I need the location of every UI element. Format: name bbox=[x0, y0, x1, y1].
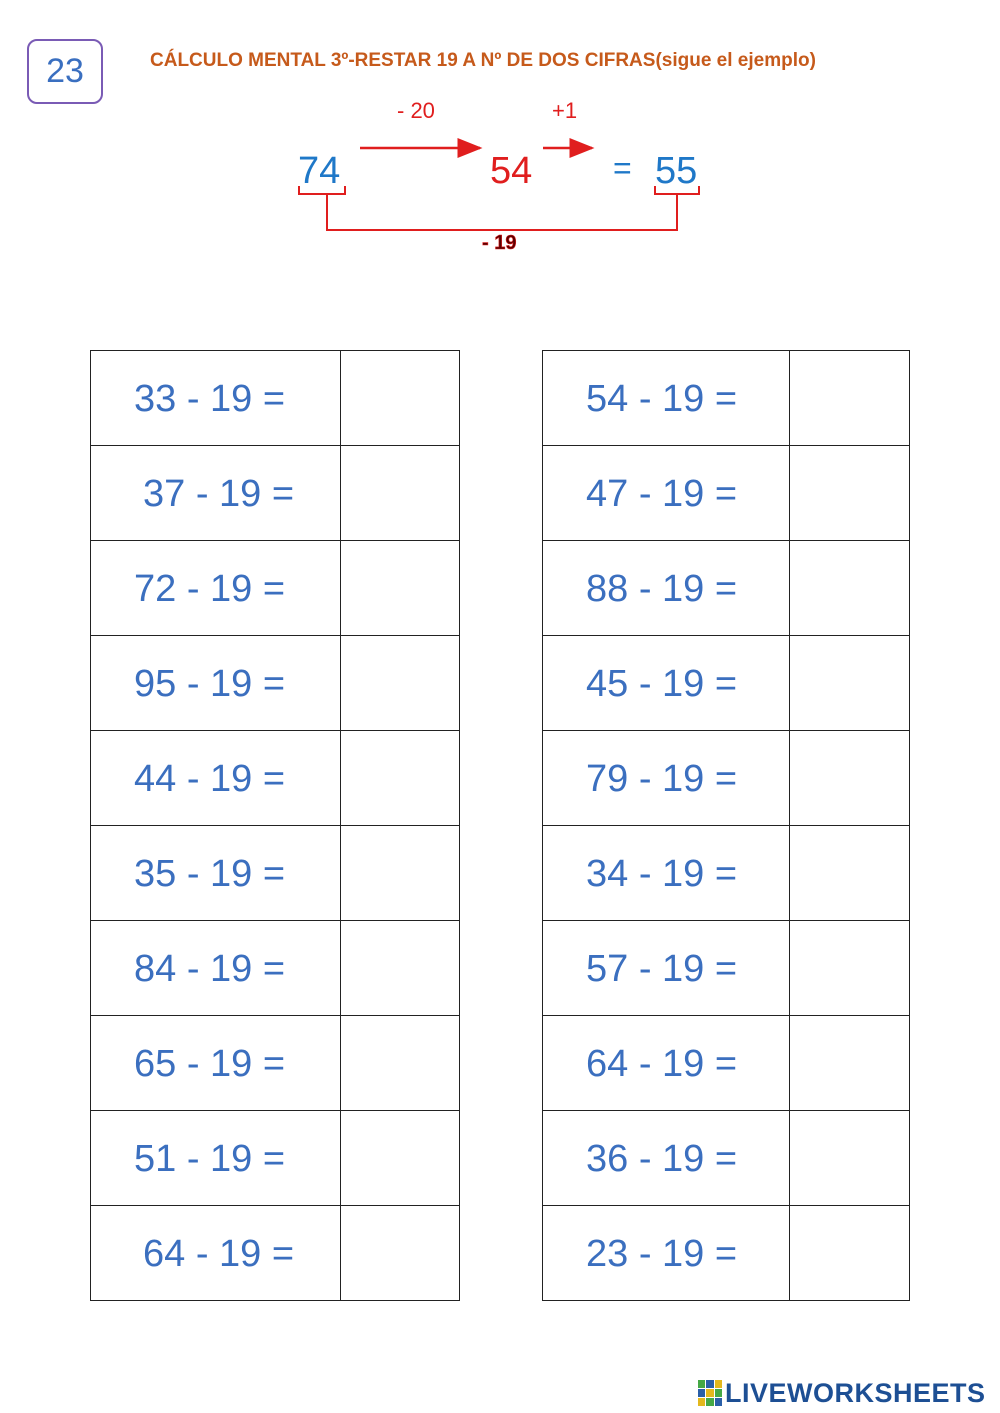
table-row bbox=[91, 826, 460, 921]
example-total-label: - 19 bbox=[482, 232, 517, 254]
operation-cell bbox=[91, 731, 341, 826]
worked-example bbox=[280, 90, 720, 270]
table-row bbox=[91, 351, 460, 446]
operation-text: 36 - 19 = bbox=[586, 1137, 738, 1180]
answer-box[interactable] bbox=[341, 921, 460, 1016]
table-row bbox=[543, 351, 910, 446]
operation-text: 51 - 19 = bbox=[134, 1137, 286, 1180]
table-row bbox=[543, 1111, 910, 1206]
answer-box[interactable] bbox=[790, 636, 910, 731]
operation-cell bbox=[543, 921, 790, 1016]
page-title: CÁLCULO MENTAL 3º-RESTAR 19 A Nº DE DOS CIFRAS(sigue el ejemplo) bbox=[150, 50, 816, 71]
worksheet-number-badge: 23 bbox=[27, 39, 103, 104]
operation-text: 23 - 19 = bbox=[586, 1232, 738, 1275]
answer-box[interactable] bbox=[790, 1206, 910, 1301]
answer-box[interactable] bbox=[341, 731, 460, 826]
step-plus-1-label: +1 bbox=[552, 98, 578, 123]
operation-text: 54 - 19 = bbox=[586, 377, 738, 420]
operation-cell bbox=[91, 826, 341, 921]
operation-cell bbox=[543, 826, 790, 921]
table-row bbox=[543, 636, 910, 731]
operation-text: 57 - 19 = bbox=[586, 947, 738, 990]
operation-cell bbox=[91, 446, 341, 541]
answer-box[interactable] bbox=[341, 446, 460, 541]
brand-text: LIVEWORKSHEETS bbox=[725, 1377, 986, 1408]
table-row bbox=[91, 541, 460, 636]
operation-text: 64 - 19 = bbox=[143, 1232, 295, 1275]
operation-text: 47 - 19 = bbox=[586, 472, 738, 515]
operation-text: 45 - 19 = bbox=[586, 662, 738, 705]
operation-cell bbox=[91, 1016, 341, 1111]
table-row bbox=[543, 1206, 910, 1301]
answer-box[interactable] bbox=[341, 1111, 460, 1206]
operation-cell bbox=[543, 541, 790, 636]
table-row bbox=[91, 921, 460, 1016]
operation-cell bbox=[543, 731, 790, 826]
answer-box[interactable] bbox=[341, 1016, 460, 1111]
table-row bbox=[543, 731, 910, 826]
answer-box[interactable] bbox=[790, 1111, 910, 1206]
operation-text: 65 - 19 = bbox=[134, 1042, 286, 1085]
table-row bbox=[91, 1206, 460, 1301]
operation-cell bbox=[91, 1111, 341, 1206]
answer-box[interactable] bbox=[790, 446, 910, 541]
answer-box[interactable] bbox=[341, 541, 460, 636]
operation-cell bbox=[543, 351, 790, 446]
table-row bbox=[91, 446, 460, 541]
operation-text: 44 - 19 = bbox=[134, 757, 286, 800]
operation-cell bbox=[543, 1016, 790, 1111]
exercise-table-left bbox=[90, 350, 460, 1301]
operation-text: 34 - 19 = bbox=[586, 852, 738, 895]
operation-cell bbox=[543, 636, 790, 731]
answer-box[interactable] bbox=[790, 921, 910, 1016]
answer-box[interactable] bbox=[790, 541, 910, 636]
operation-text: 95 - 19 = bbox=[134, 662, 286, 705]
operation-text: 88 - 19 = bbox=[586, 567, 738, 610]
table-row bbox=[91, 731, 460, 826]
example-middle-number: 54 bbox=[490, 150, 533, 192]
table-row bbox=[543, 541, 910, 636]
step-minus-20-label: - 20 bbox=[397, 98, 435, 123]
connector-line bbox=[327, 194, 677, 230]
table-row bbox=[543, 1016, 910, 1111]
operation-cell bbox=[91, 921, 341, 1016]
example-start-number: 74 bbox=[298, 150, 341, 192]
operation-text: 79 - 19 = bbox=[586, 757, 738, 800]
operation-text: 37 - 19 = bbox=[143, 472, 295, 515]
brand-logo bbox=[698, 1378, 986, 1408]
example-result-number: 55 bbox=[655, 150, 698, 192]
operation-cell bbox=[91, 1206, 341, 1301]
operation-text: 72 - 19 = bbox=[134, 567, 286, 610]
liveworksheets-icon bbox=[698, 1380, 722, 1406]
answer-box[interactable] bbox=[341, 636, 460, 731]
answer-box[interactable] bbox=[341, 351, 460, 446]
answer-box[interactable] bbox=[790, 351, 910, 446]
table-row bbox=[543, 446, 910, 541]
operation-cell bbox=[91, 636, 341, 731]
answer-box[interactable] bbox=[790, 826, 910, 921]
exercise-table-right bbox=[542, 350, 910, 1301]
answer-box[interactable] bbox=[341, 826, 460, 921]
operation-cell bbox=[91, 541, 341, 636]
operation-text: 84 - 19 = bbox=[134, 947, 286, 990]
answer-box[interactable] bbox=[790, 731, 910, 826]
operation-cell bbox=[91, 351, 341, 446]
operation-text: 35 - 19 = bbox=[134, 852, 286, 895]
example-equals-sign: = bbox=[613, 150, 632, 186]
answer-box[interactable] bbox=[790, 1016, 910, 1111]
operation-cell bbox=[543, 446, 790, 541]
operation-text: 64 - 19 = bbox=[586, 1042, 738, 1085]
table-row bbox=[543, 826, 910, 921]
operation-cell bbox=[543, 1206, 790, 1301]
table-row bbox=[91, 1016, 460, 1111]
table-row bbox=[91, 1111, 460, 1206]
answer-box[interactable] bbox=[341, 1206, 460, 1301]
operation-text: 33 - 19 = bbox=[134, 377, 286, 420]
table-row bbox=[543, 921, 910, 1016]
operation-cell bbox=[543, 1111, 790, 1206]
table-row bbox=[91, 636, 460, 731]
